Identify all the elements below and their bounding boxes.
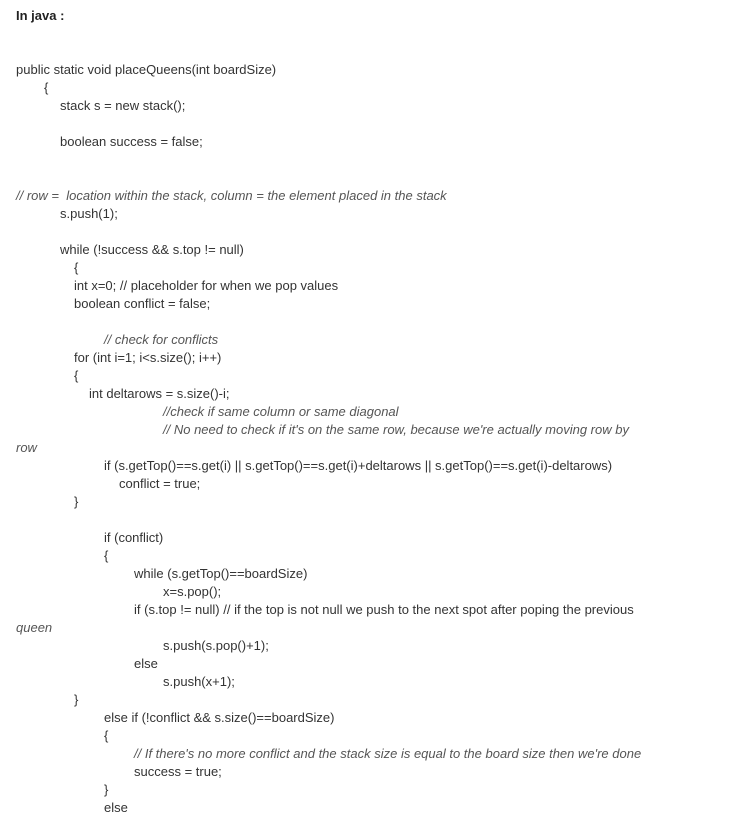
code-line: {: [74, 368, 79, 383]
code-line: else if (!conflict && s.size()==boardSize): [104, 710, 335, 725]
heading: In java :: [16, 8, 65, 23]
code-line: public static void placeQueens(int boardSize): [16, 62, 277, 77]
code-line: conflict = true;: [119, 476, 201, 491]
code-line: else: [104, 800, 128, 815]
code-line: s.push(x+1);: [163, 674, 235, 689]
code-comment: // row = location within the stack, column = the element placed in the stack: [16, 188, 447, 203]
code-line: if (s.top != null) // if the top is not null we push to the next spot after poping the previous: [134, 602, 634, 617]
code-line: boolean success = false;: [60, 134, 203, 149]
code-comment: //check if same column or same diagonal: [163, 404, 399, 419]
code-line: if (s.getTop()==s.get(i) || s.getTop()==s.get(i)+deltarows || s.getTop()==s.get(i)-deltarows): [104, 458, 613, 473]
code-line: int x=0; // placeholder for when we pop values: [74, 278, 339, 293]
code-line: int deltarows = s.size()-i;: [89, 386, 230, 401]
code-line: }: [74, 494, 79, 509]
code-line: if (conflict): [104, 530, 164, 545]
code-line: while (!success && s.top != null): [60, 242, 244, 257]
code-comment: queen: [16, 620, 53, 635]
code-line: {: [104, 548, 109, 563]
code-comment: row: [16, 440, 37, 455]
code-comment: // check for conflicts: [104, 332, 219, 347]
code-line: boolean conflict = false;: [74, 296, 211, 311]
code-comment: // If there's no more conflict and the stack size is equal to the board size then we're done: [134, 746, 642, 761]
code-line: s.push(1);: [60, 206, 118, 221]
code-line: }: [74, 692, 79, 707]
code-line: stack s = new stack();: [60, 98, 186, 113]
code-line: x=s.pop();: [163, 584, 222, 599]
code-line: s.push(s.pop()+1);: [163, 638, 269, 653]
code-line: else: [134, 656, 158, 671]
code-line: for (int i=1; i<s.size(); i++): [74, 350, 222, 365]
code-line: while (s.getTop()==boardSize): [134, 566, 308, 581]
code-line: success = true;: [134, 764, 222, 779]
code-line: {: [44, 80, 49, 95]
code-comment: // No need to check if it's on the same row, because we're actually moving row by: [163, 422, 629, 437]
code-line: {: [104, 728, 109, 743]
code-line: {: [74, 260, 79, 275]
code-line: }: [104, 782, 109, 797]
